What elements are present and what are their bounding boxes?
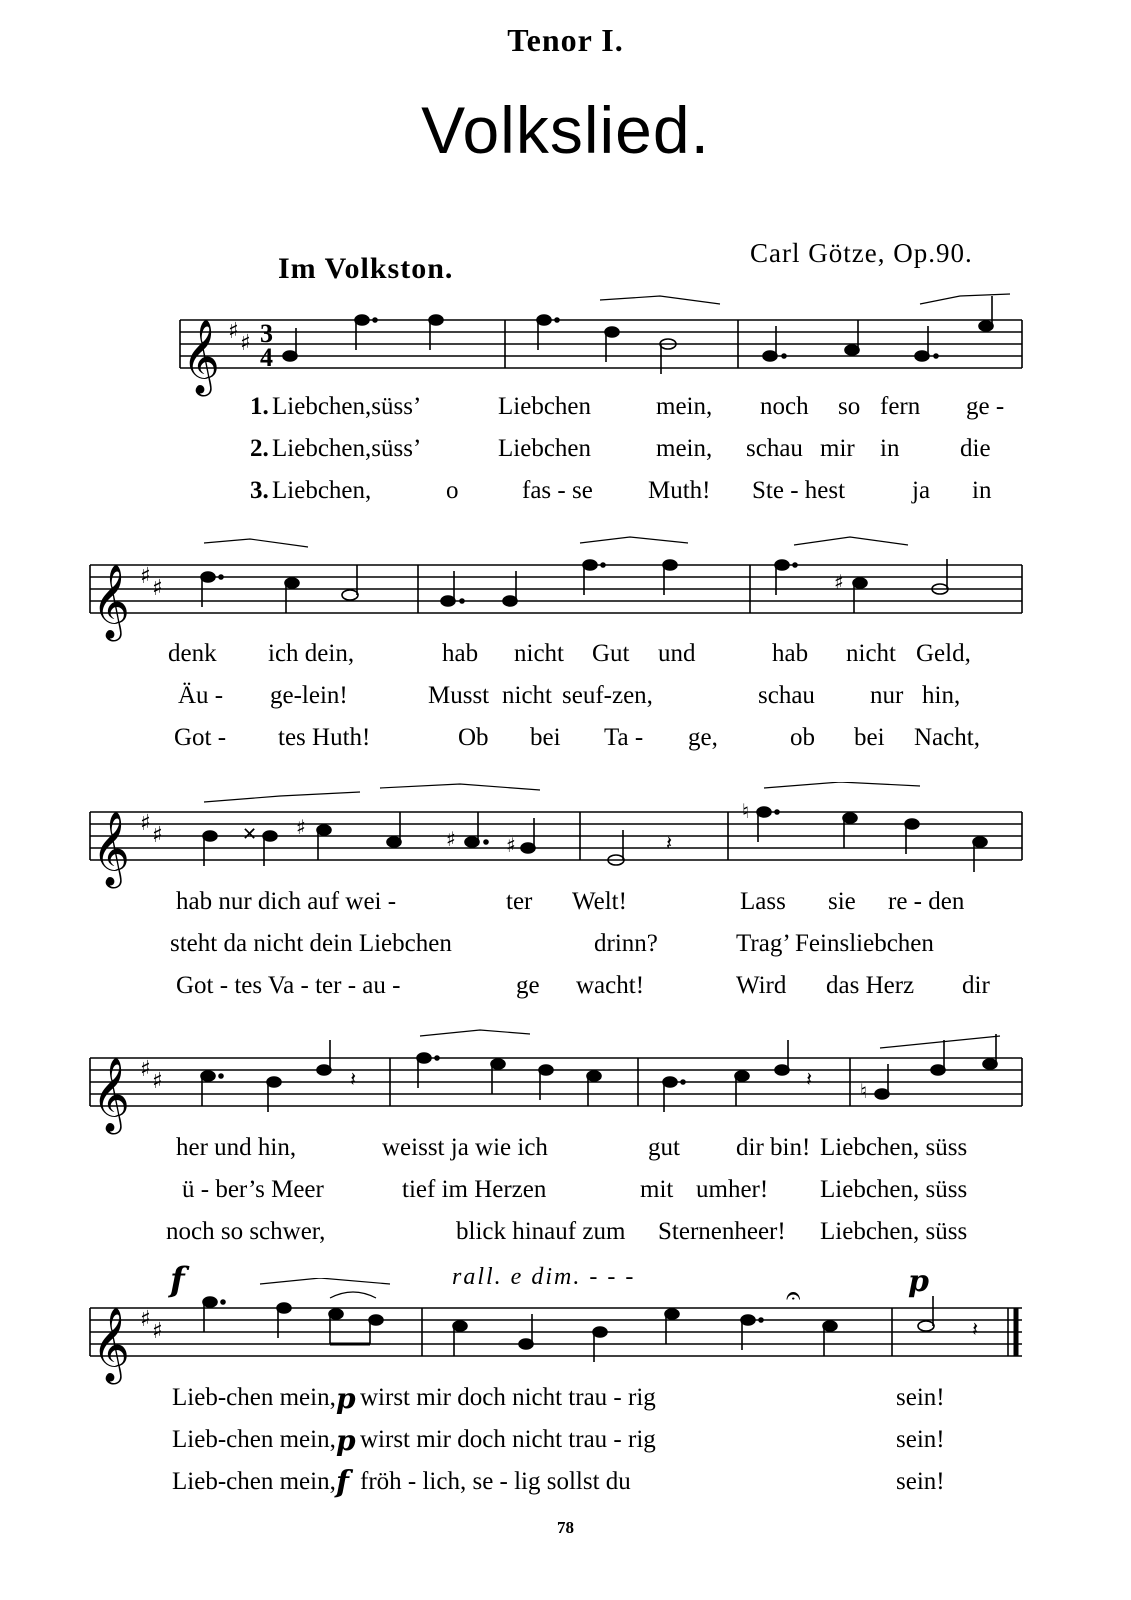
lyrics-verse-2: Äu - ge-lein! Musst nicht seuf-zen, schau nur hin, — [178, 682, 961, 709]
quarter-rest-icon: 𝄽 — [666, 831, 673, 855]
quarter-rest-icon: 𝄽 — [806, 1067, 813, 1091]
song-title: Volkslied. — [421, 93, 710, 167]
treble-clef-icon: 𝄞 — [182, 320, 220, 394]
svg-text:♯: ♯ — [152, 1319, 163, 1344]
music-system-1 — [60, 290, 1060, 520]
staff-4 — [60, 1028, 1060, 1138]
lyrics-verse-2: Lieb-chen mein, p wirst mir doch nicht trau - rig sein! — [172, 1424, 945, 1457]
svg-text:♯: ♯ — [140, 811, 151, 836]
treble-clef-icon: 𝄞 — [92, 1058, 130, 1132]
voice-part-label: Tenor I. — [507, 22, 624, 58]
lyrics-verse-3: 3. Liebchen, o fas - se Muth! Ste - hest ja in — [250, 477, 992, 504]
lyrics-verse-3: noch so schwer, blick hinauf zum Sternenheer! Liebchen, süss — [166, 1218, 968, 1245]
lyrics-verse-3: Lieb-chen mein, f fröh - lich, se - lig sollst du sein! — [172, 1465, 945, 1500]
rallentando-marking: rall. e dim. - - - — [452, 1264, 636, 1290]
lyrics-verse-1: 1. Liebchen,süss’ Liebchen mein, noch so fern ge - — [250, 393, 1005, 420]
svg-text:♯: ♯ — [152, 576, 163, 601]
svg-text:4: 4 — [260, 343, 273, 372]
svg-text:♯: ♯ — [228, 319, 239, 344]
svg-text:♯: ♯ — [152, 1069, 163, 1094]
treble-clef-icon: 𝄞 — [92, 812, 130, 886]
svg-text:♮: ♮ — [860, 1079, 868, 1103]
dynamic-forte: f — [170, 1260, 185, 1300]
dynamic-piano: p — [908, 1264, 929, 1299]
lyrics-verse-3: Got - tes Huth! Ob bei Ta - ge, ob bei Nacht, — [174, 724, 980, 751]
quarter-rest-icon: 𝄽 — [972, 1317, 979, 1341]
svg-text:♯: ♯ — [446, 827, 456, 851]
lyrics-verse-2: steht da nicht dein Liebchen drinn? Trag’ Feinsliebchen — [170, 930, 934, 957]
svg-text:♯: ♯ — [296, 815, 306, 839]
lyrics-verse-1: Lieb-chen mein, p wirst mir doch nicht trau - rig sein! — [172, 1382, 945, 1415]
tempo-marking: Im Volkston. — [278, 252, 454, 285]
svg-text:♯: ♯ — [834, 570, 844, 594]
svg-text:3: 3 — [260, 319, 273, 348]
lyrics-verse-2: 2. Liebchen,süss’ Liebchen mein, schau mir in die — [250, 435, 991, 462]
staff-1 — [60, 290, 1060, 400]
music-system-5 — [60, 1260, 1060, 1518]
lyrics-verse-1: her und hin, weisst ja wie ich gut dir bin! Liebchen, süss — [176, 1134, 968, 1161]
lyrics-verse-1: denk ich dein, hab nicht Gut und hab nicht Geld, — [168, 640, 971, 667]
svg-text:♯: ♯ — [506, 833, 516, 857]
staff-5 — [60, 1278, 1060, 1388]
lyrics-verse-2: ü - ber’s Meer tief im Herzen mit umher! Liebchen, süss — [182, 1176, 968, 1203]
staff-3 — [60, 782, 1060, 892]
svg-text:♯: ♯ — [152, 823, 163, 848]
music-system-3 — [60, 782, 1060, 1012]
svg-text:♯: ♯ — [140, 564, 151, 589]
lyrics-verse-3: Got - tes Va - ter - au - ge wacht! Wird das Herz dir — [176, 972, 990, 999]
svg-text:♯: ♯ — [140, 1057, 151, 1082]
fermata-icon: 𝄐 — [786, 1281, 801, 1311]
svg-text:♯: ♯ — [140, 1307, 151, 1332]
treble-clef-icon: 𝄞 — [92, 565, 130, 639]
staff-2 — [60, 535, 1060, 645]
music-system-2 — [60, 535, 1060, 765]
svg-text:♯: ♯ — [240, 331, 251, 356]
quarter-rest-icon: 𝄽 — [350, 1067, 357, 1091]
svg-text:✕: ✕ — [242, 824, 258, 845]
page-number: 78 — [557, 1518, 574, 1537]
lyrics-verse-1: hab nur dich auf wei - ter Welt! Lass sie re - den — [176, 888, 965, 915]
svg-text:♮: ♮ — [742, 799, 750, 823]
composer-credit: Carl Götze, Op.90. — [750, 238, 973, 268]
music-system-4 — [60, 1028, 1060, 1258]
treble-clef-icon: 𝄞 — [92, 1308, 130, 1382]
